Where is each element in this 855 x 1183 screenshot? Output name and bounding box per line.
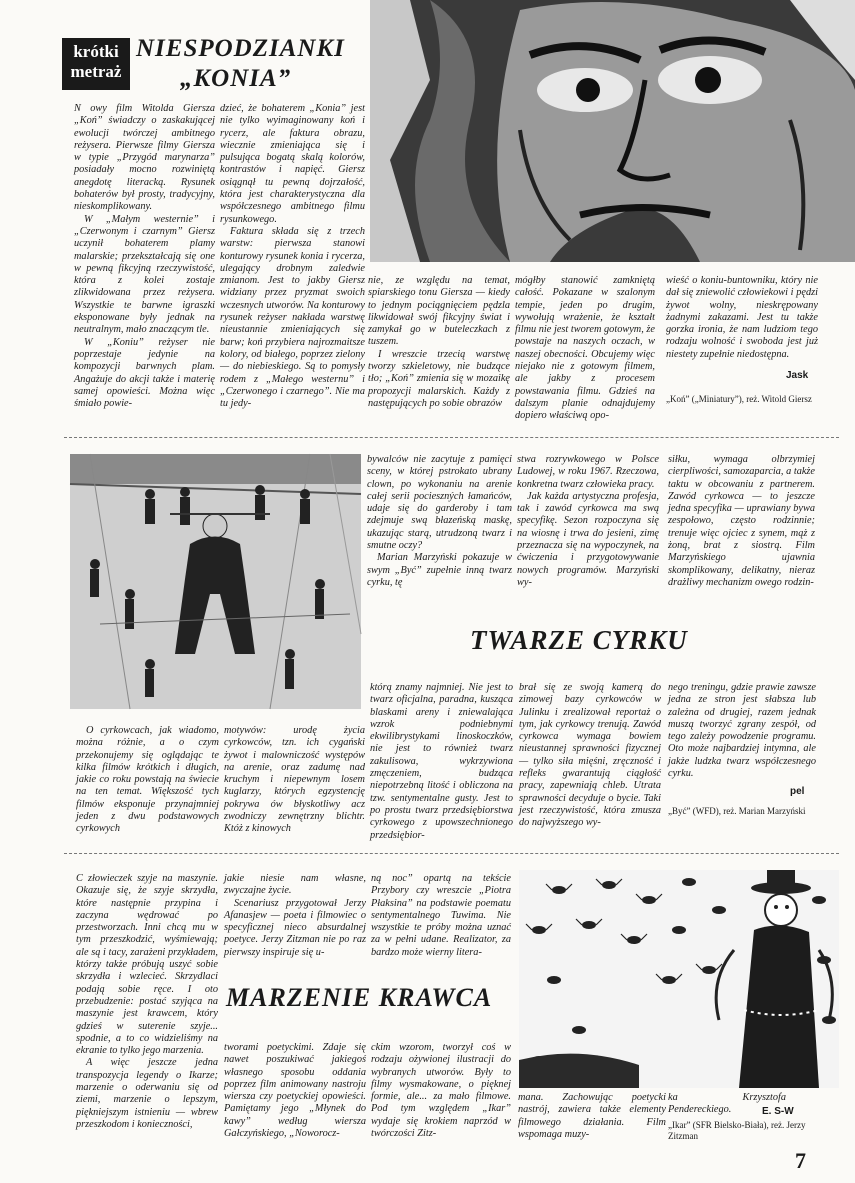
article2-paragraph: bywalców nie zacytuje z pamięci sceny, w której pstrokato ubrany clown, po wykonaniu na arenie całej serii pocieszných łamańców, udaje się do garderoby i tam zdejmuje swą błazeńską maskę, ukazując starą, utrudzoną twarz i smutne oczy? [367, 454, 512, 552]
badge-line2: metraż [70, 62, 122, 81]
article1-paragraph: W „Koniu” reżyser nie poprzestaje jedynie na kompozycji barwnych plam. Angażuje do akcji także i materię samej opowieści. Można więc śmiało powie- [74, 336, 215, 410]
article3-paragraph: ka Krzysztofa Pendereckiego. [668, 1092, 786, 1116]
article2-paragraph: Marian Marzyński pokazuje w swym „Być” zupełnie inną twarz cyrku, tę [367, 552, 512, 588]
article3-credit: „Ikar” (SFR Bielsko-Biała), reż. Jerzy Zitzman [668, 1120, 806, 1141]
article3-signature: E. S-W [762, 1106, 794, 1117]
article3-paragraph: A więc jeszcze jedna transpozycja legendy o Ikarze; marzenie o oderwaniu się od ziemi, marzenie o lepszym, piękniejszym istnieniu — wbrew przeszkodom i konieczności, [76, 1057, 218, 1130]
section-divider [64, 853, 839, 854]
article3-column-4-bottom [518, 1092, 666, 1154]
article2-column-top-1 [367, 454, 512, 594]
article3-paragraph: tworami poetyckimi. Zdaje się nawet poszukiwać jakiegoś własnego sposobu oddania poprzez film animowany nastroju wiersza czy poetyckiej opowieści. Pamiętamy jego „Młynek do kawy” według wiersza Gałczyńskiego, „Noworocz- [224, 1042, 366, 1140]
article2-paragraph: siłku, wymaga olbrzymiej cierpliwości, samozaparcia, a także taktu w obcowaniu z partnerem. Zawód cyrkowca — to jeszcze jedna specyfika — uprawiany bywa zespołowo, często rodzinnie; trenuje więc ojciec z synem, mąż z żoną, brat z siostrą. Film Marzyńskiego ujawnia skomplikowany, delikatny, nieraz drażliwy mechanizm owego rodzin- [668, 454, 815, 588]
article3-paragraph: mana. Zachowując poetycki nastrój, zawiera także elementy filmowego działania. Film wspomaga muzy- [518, 1092, 666, 1140]
article1-column-1 [74, 103, 215, 411]
article3-column-2-bottom [224, 1042, 366, 1154]
circus-film-still [70, 454, 361, 709]
article2-column-top-2 [517, 454, 659, 594]
icarus-film-still [519, 870, 839, 1088]
article2-paragraph: Jak każda artystyczna profesja, tak i zawód cyrkowca ma swą specyfikę. Sezon rozpoczyna się na wiosnę i trwa do jesieni, zimę przeznacza się na wypoczynek, na ćwiczenia i przygotowywanie nowych programów. Marzyński wy- [517, 490, 659, 588]
section-badge [62, 38, 130, 90]
article1-paragraph: W „Małym westernie” i „Czerwonym i czarnym” Giersz uczynił bohaterem plamy malarskie; przekształcają się one w pewną fikcyjną rzeczywistość, która z kolei zostaje zlikwidowana przez reżysera. Wszystkie te barwne igraszki eksponowane były jednak na neutralnym, mało znaczącym tle. [74, 213, 215, 336]
horse-film-still [370, 0, 855, 262]
article2-paragraph: O cyrkowcach, jak wiadomo, można różnie, a o czym przekonujemy się oglądając te kilka filmów krótkich i długich, jakie co roku powstają na świecie na ten temat. Większość tych filmów eksponuje przynajmniej jeden z dwu podstawowych cyrkowych [76, 725, 219, 835]
article2-column-bottom-5 [668, 682, 816, 782]
article3-paragraph: Scenariusz przygotował Jerzy Afanasjew — poeta i filmowiec o specyficznej nieco absurdalnej poetyce. Jerzy Zitzman nie po raz pierwszy inspiruje się u- [224, 897, 366, 958]
article1-column-3 [368, 275, 510, 412]
article1-column-2 [220, 103, 365, 411]
article2-paragraph: którą znamy najmniej. Nie jest to twarz oficjalna, paradna, kusząca blaskami areny i zniewalająca wzrok podniebnymi ekwilibrystykami linoskoczków, nie jest to również twarz zakulisowa, wykrzywiona zmęczeniem, budząca niepotrzebną litość i obliczona na tzw. sentymentalne gusty. Jest to po prostu twarz przedsiębiorstwa cyrkowego z upowszechnionego przedsiębior- [370, 682, 513, 841]
article1-title [136, 34, 368, 94]
article1-paragraph: wieść o koniu-buntowniku, który nie dał się zniewolić człowiekowi i pędzi żywot wolny, nieskrępowany żadnymi zakazami. Jest tu także gorzka ironia, że nam ludziom tego rodzaju wolność i swoboda jest już niestety zupełnie niedostępna. [666, 275, 818, 360]
article3-paragraph: C złowieczek szyje na maszynie. Okazuje się, że szyje skrzydła, które następnie przypina i zaczyna wędrować po przestworzach. Inni chcą mu w tym przeszkodzić, wyśmiewają; ale są i tacy, zarażeni przykładem, którzy także próbują uszyć sobie skrzydła i wzlecieć. Skrzydlaci podają sobie ręce. I oto przebudzenie: postać szyjąca na maszynie jest krawcem, który gdzieś w suterenie szyje... spodnie, a to co widzieliśmy na ekranie to tylko jego marzenia. [76, 873, 218, 1057]
article1-signature: Jask [786, 370, 809, 381]
article1-paragraph: N owy film Witolda Giersza „Koń” świadczy o zaskakującej ewolucji twórczej ambitnego reżysera. Pierwsze filmy Giersza w typie „Przygód marynarza” posiadały mocno rozwiniętą anegdotę literacką. Rysunek bohaterów był prosty, tradycyjny, nieskomplikowany. [74, 103, 215, 213]
article1-paragraph: dzieć, że bohaterem „Konia” jest nie tylko wyimaginowany koń i rycerz, ale faktura obrazu, wiecznie zmieniająca się i pulsująca bogatą skalą kolorów, kontrastów i napięć. Giersz osiągnął tu pewną dojrzałość, która jest charakterystyczna dla współczesnego ambitnego filmu rysunkowego. [220, 103, 365, 225]
article3-column-3-top [371, 873, 511, 973]
article2-column-top-3 [668, 454, 815, 594]
article2-paragraph: nego treningu, gdzie prawie zawsze jedna ze stron jest słabsza lub zależna od drugiej, razem jednak muszą tworzyć zgrany zespół, od tego zależy powodzenie programu. Oto może najbardziej intymna, ale jakże ludzka twarz współczesnego cyrku. [668, 682, 816, 780]
article2-column-bottom-2 [224, 725, 365, 835]
article3-paragraph: ckim wzorom, tworzył coś w rodzaju ożywionej ilustracji do wybranych utworów. Były to filmy wysmakowane, o pięknej formie, ale... za mało filmowe. Pod tym względem „Ikar” wydaje się krokiem naprzód w twórczości Zitz- [371, 1042, 511, 1140]
section-divider [64, 437, 839, 438]
article1-credit: „Koń” („Miniatury”), reż. Witold Giersz [666, 394, 812, 404]
article2-column-bottom-3 [370, 682, 513, 841]
article2-paragraph: brał się ze swoją kamerą do zimowej bazy cyrkowców w Julinku i zrealizował reportaż o tym, jak cyrkowcy trenują. Zawód cyrkowca wymaga bowiem nieustannej sprawności fizycznej — tylko siła mięśni, zręczność i refleks gwarantują ciągłość pracy, zapewniają chleb. Utrata sprawności decyduje o bycie. Taki jest rzeczywistość, która zmusza do najwyższego wy- [519, 682, 661, 829]
article3-column-3-bottom [371, 1042, 511, 1154]
badge-line1: krótki [73, 42, 119, 61]
article1-paragraph: mógłby stanowić zamkniętą całość. Pokazane w szalonym tempie, jeden po drugim, wywołują wrażenie, że kształt filmu nie jest tworem gotowym, że powstaje na naszych oczach, w naszej obecności. Obcujemy więc niejako nie z gotowym filmem, ale jakby z procesem powstawania filmu. Gdzieś na dalszym planie odnajdujemy dopiero właściwą opo- [515, 275, 655, 422]
article3-title: MARZENIE KRAWCA [226, 983, 493, 1012]
article1-column-4 [515, 275, 655, 422]
article1-title-line2: „KONIA” [180, 65, 292, 92]
article2-column-bottom-1 [76, 725, 219, 835]
article3-column-1 [76, 873, 218, 1155]
article1-paragraph: I wreszcie trzecią warstwę tworzy szkieletowy, nie budzące tło; „Koń” zmienia się w mozaikę propozycji malarskich. Każdy z następujących po sobie obrazów [368, 348, 510, 409]
article1-paragraph: Faktura składa się z trzech warstw: pierwsza stanowi konturowy rysunek konia i rycerza, ulegający drobnym zaledwie zmianom. Jest to jakby Giersz widziany przez pryzmat swoich wczesnych utworów. Na konturowy rysunek reżyser nakłada warstwę nieustannie zmieniających się barw; koń przybiera najrozmaitsze kolory, od białego, poprzez zielony — do niebieskiego. Są to pomysły rodem z „Małego westernu” i „Czerwonego i czarnego”. Nie ma tu jedy- [220, 225, 365, 410]
page-number: 7 [795, 1148, 806, 1173]
article3-column-2-top [224, 873, 366, 973]
article2-paragraph: motywów: urodę życia cyrkowców, tzn. ich cygański żywot i malowniczość występów na arenie, oraz zadumę nad kruchym i niepewnym losem kuglarzy, których egzystencję pokrywa ów błyskotliwy acz zwodniczy zewnętrzny blichtr. Któż z kinowych [224, 725, 365, 835]
article1-column-5 [666, 275, 818, 370]
article2-title: TWARZE CYRKU [470, 625, 688, 655]
article2-signature: pel [790, 786, 805, 797]
article2-paragraph: stwa rozrywkowego w Polsce Ludowej, w roku 1967. Rzeczowa, konkretna twarz człowieka pracy. [517, 454, 659, 490]
article1-paragraph: nie, ze względu na temat, spiarskiego tonu Giersza — kiedy to jednym pociągnięciem pędzla likwidował swój fikcyjny świat i zamykał go w buteleczkach z tuszem. [368, 275, 510, 348]
article3-paragraph: ną noc” opartą na tekście Przybory czy wreszcie „Piotra Płaksina” na podstawie poematu sentymentalnego Tuwima. Nie wszystkie te próby można uznać za w pełni udane. Realizator, za bardzo może wierny litera- [371, 873, 511, 958]
article1-title-line1: NIESPODZIANKI [136, 35, 345, 62]
article2-credit: „Być” (WFD), reż. Marian Marzyński [668, 806, 806, 816]
article2-column-bottom-4 [519, 682, 661, 835]
article3-paragraph: jakie niesie nam własne, zwyczajne życie. [224, 873, 366, 897]
